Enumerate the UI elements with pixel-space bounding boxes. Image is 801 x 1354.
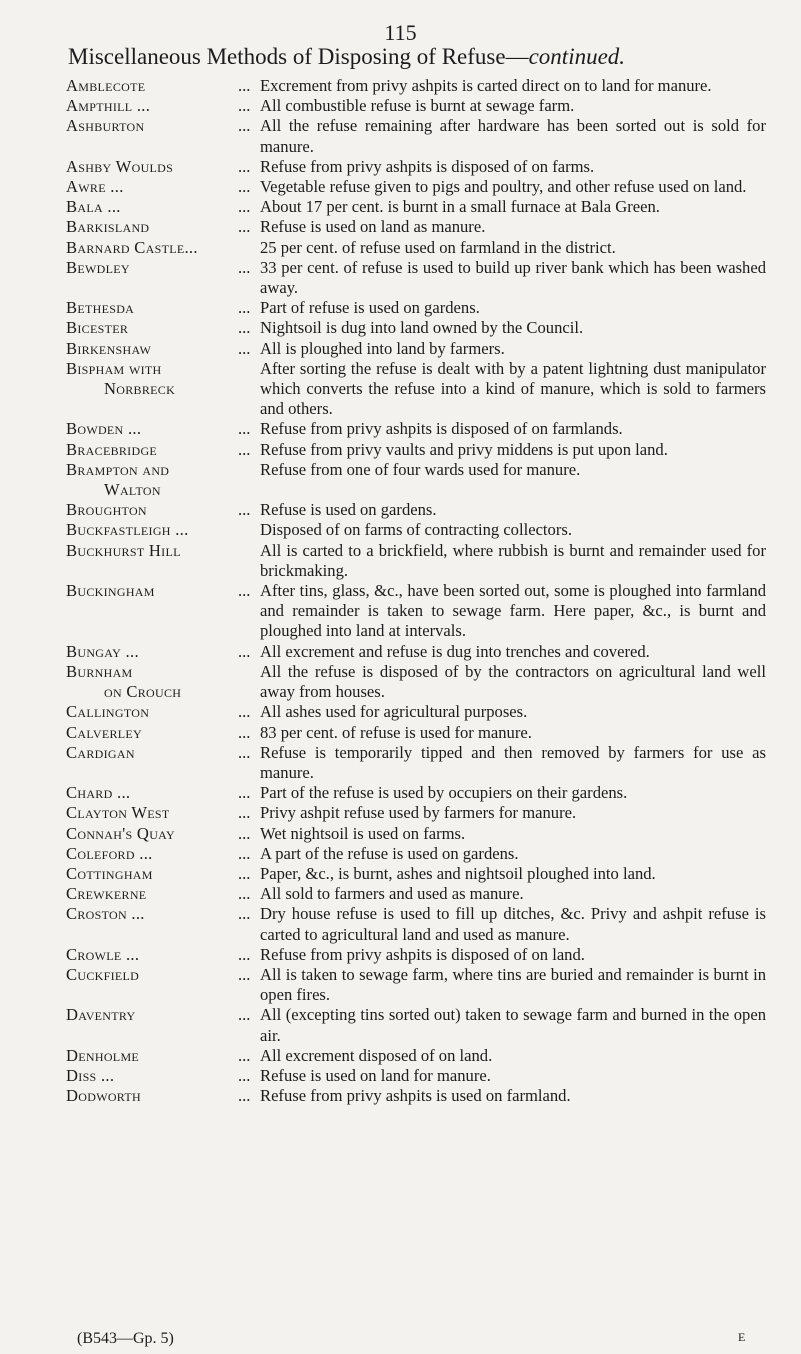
list-item bbox=[66, 500, 766, 520]
place-name-line: Calverley bbox=[66, 722, 142, 742]
leader-dots: ... bbox=[238, 1086, 251, 1106]
leader-dots: ... bbox=[238, 1005, 251, 1025]
entries-list bbox=[66, 76, 766, 1106]
leader-dots: ... bbox=[238, 581, 251, 601]
leader-dots: ... bbox=[238, 298, 251, 318]
place-name bbox=[66, 824, 238, 844]
place-name bbox=[66, 359, 238, 420]
disposal-method: A part of the refuse is used on gardens. bbox=[260, 843, 519, 863]
place-name bbox=[66, 723, 238, 743]
disposal-method: All combustible refuse is burnt at sewage farm. bbox=[260, 96, 575, 116]
disposal-method: Nightsoil is dug into land owned by the Council. bbox=[260, 318, 584, 338]
list-item bbox=[66, 743, 766, 783]
leader-dots bbox=[238, 520, 260, 540]
place-name bbox=[66, 702, 238, 722]
place-name-line: Bowden ... bbox=[66, 419, 142, 439]
list-item bbox=[66, 702, 766, 722]
leader-dots: ... bbox=[238, 702, 251, 722]
place-name bbox=[66, 116, 238, 156]
disposal-method: All sold to farmers and used as manure. bbox=[260, 884, 524, 904]
leader-dots bbox=[238, 541, 260, 581]
place-name bbox=[66, 96, 238, 116]
place-name-line: Bispham with bbox=[66, 358, 162, 378]
place-name-line: Ashby Woulds bbox=[66, 156, 174, 176]
place-name-line: Cottingham bbox=[66, 863, 153, 883]
place-name bbox=[66, 864, 238, 884]
list-item bbox=[66, 884, 766, 904]
disposal-method: Refuse from privy ashpits is disposed of on land. bbox=[260, 944, 585, 964]
place-name bbox=[66, 258, 238, 298]
place-name-line: Bicester bbox=[66, 318, 129, 338]
leader-dots: ... bbox=[238, 76, 251, 95]
disposal-method: All is taken to sewage farm, where tins are buried and remainder is burnt in open fires. bbox=[260, 964, 766, 1005]
leader-dots: ... bbox=[238, 964, 251, 984]
leader-dots: ... bbox=[238, 823, 251, 843]
disposal-method: Wet nightsoil is used on farms. bbox=[260, 823, 466, 843]
disposal-method: 83 per cent. of refuse is used for manure. bbox=[260, 722, 532, 742]
place-name bbox=[66, 460, 238, 500]
leader-dots: ... bbox=[238, 722, 251, 742]
list-item bbox=[66, 238, 766, 258]
disposal-method: Refuse from one of four wards used for manure. bbox=[260, 459, 581, 479]
place-name-line: Cuckfield bbox=[66, 964, 140, 984]
place-name bbox=[66, 662, 238, 702]
place-name-line: Buckhurst Hill bbox=[66, 540, 181, 560]
leader-dots: ... bbox=[238, 96, 251, 116]
place-name-continuation: Norbreck bbox=[104, 379, 176, 399]
place-name bbox=[66, 743, 238, 783]
disposal-method: All (excepting tins sorted out) taken to sewage farm and burned in the open air. bbox=[260, 1005, 766, 1045]
disposal-method: All the refuse is disposed of by the contractors on agricultural land well away from houses. bbox=[260, 661, 766, 702]
list-item bbox=[66, 803, 766, 823]
leader-dots: ... bbox=[238, 500, 251, 520]
list-item bbox=[66, 76, 766, 96]
place-name bbox=[66, 76, 238, 96]
disposal-method: After tins, glass, &c., have been sorted out, some is ploughed into farmland and remainder is taken to sewage farm. Here paper, &c., is burnt and ploughed into land at intervals. bbox=[260, 581, 766, 641]
list-item bbox=[66, 339, 766, 359]
leader-dots: ... bbox=[238, 641, 251, 661]
place-name-line: Denholme bbox=[66, 1045, 140, 1065]
leader-dots: ... bbox=[238, 884, 251, 904]
disposal-method: All excrement disposed of on land. bbox=[260, 1045, 493, 1065]
place-name-line: Ashburton bbox=[66, 116, 145, 136]
place-name bbox=[66, 1086, 238, 1106]
place-name-line: Broughton bbox=[66, 500, 147, 520]
leader-dots: ... bbox=[238, 197, 251, 217]
list-item bbox=[66, 460, 766, 500]
heading-continued: continued. bbox=[528, 44, 626, 69]
leader-dots: ... bbox=[238, 944, 251, 964]
list-item bbox=[66, 864, 766, 884]
leader-dots: ... bbox=[238, 338, 251, 358]
place-name-line: Buckfastleigh ... bbox=[66, 520, 189, 540]
place-name-line: Clayton West bbox=[66, 803, 170, 823]
place-name-line: Bala ... bbox=[66, 197, 121, 217]
leader-dots: ... bbox=[238, 116, 251, 136]
leader-dots bbox=[238, 460, 260, 500]
place-name bbox=[66, 318, 238, 338]
place-name-line: Daventry bbox=[66, 1005, 136, 1025]
place-name bbox=[66, 440, 238, 460]
leader-dots: ... bbox=[238, 318, 251, 338]
list-item bbox=[66, 965, 766, 1005]
disposal-method: Excrement from privy ashpits is carted direct on to land for manure. bbox=[260, 76, 712, 95]
place-name-line: Bungay ... bbox=[66, 641, 139, 661]
list-item bbox=[66, 520, 766, 540]
place-name bbox=[66, 803, 238, 823]
disposal-method: Disposed of on farms of contracting collectors. bbox=[260, 520, 572, 540]
list-item bbox=[66, 541, 766, 581]
place-name bbox=[66, 541, 238, 581]
disposal-method: Refuse from privy ashpits is used on farmland. bbox=[260, 1086, 571, 1106]
leader-dots: ... bbox=[238, 177, 251, 197]
list-item bbox=[66, 318, 766, 338]
place-name bbox=[66, 1005, 238, 1045]
list-item bbox=[66, 258, 766, 298]
place-name-line: Birkenshaw bbox=[66, 338, 152, 358]
list-item bbox=[66, 783, 766, 803]
place-name bbox=[66, 1066, 238, 1086]
list-item bbox=[66, 298, 766, 318]
place-name-line: Crowle ... bbox=[66, 944, 140, 964]
heading-main: Miscellaneous Methods of Disposing of Refuse— bbox=[68, 44, 529, 69]
place-name bbox=[66, 197, 238, 217]
place-name-line: Buckingham bbox=[66, 581, 155, 601]
disposal-method: All excrement and refuse is dug into trenches and covered. bbox=[260, 641, 650, 661]
place-name bbox=[66, 217, 238, 237]
list-item bbox=[66, 904, 766, 944]
list-item bbox=[66, 581, 766, 642]
place-name bbox=[66, 419, 238, 439]
place-name bbox=[66, 238, 238, 258]
place-name bbox=[66, 884, 238, 904]
leader-dots: ... bbox=[238, 843, 251, 863]
place-name-line: Callington bbox=[66, 702, 150, 722]
place-name-line: Ampthill ... bbox=[66, 96, 151, 116]
place-name-line: Chard ... bbox=[66, 783, 131, 803]
place-name-line: Burnham bbox=[66, 661, 133, 681]
leader-dots: ... bbox=[238, 1065, 251, 1085]
disposal-method: 25 per cent. of refuse used on farmland in the district. bbox=[260, 237, 616, 257]
leader-dots: ... bbox=[238, 742, 251, 762]
leader-dots: ... bbox=[238, 257, 251, 277]
footer-mark: E bbox=[738, 1330, 746, 1344]
place-name bbox=[66, 844, 238, 864]
disposal-method: 33 per cent. of refuse is used to build up river bank which has been washed away. bbox=[260, 257, 766, 298]
disposal-method: Refuse is temporarily tipped and then removed by farmers for use as manure. bbox=[260, 742, 766, 782]
place-name bbox=[66, 157, 238, 177]
list-item bbox=[66, 217, 766, 237]
list-item bbox=[66, 96, 766, 116]
disposal-method: Dry house refuse is used to fill up ditches, &c. Privy and ashpit refuse is carted to agricultural land and used as manure. bbox=[260, 904, 766, 944]
place-name-line: Amblecote bbox=[66, 76, 146, 95]
place-name-line: Barkisland bbox=[66, 217, 150, 237]
list-item bbox=[66, 844, 766, 864]
disposal-method: Part of the refuse is used by occupiers on their gardens. bbox=[260, 783, 628, 803]
disposal-method: After sorting the refuse is dealt with by a patent lightning dust manipulator which converts the refuse into a kind of manure, which is sold to farmers and others. bbox=[260, 358, 766, 419]
place-name bbox=[66, 965, 238, 1005]
place-name-line: Bewdley bbox=[66, 257, 130, 277]
place-name-continuation: on Crouch bbox=[104, 682, 182, 702]
leader-dots: ... bbox=[238, 803, 251, 823]
place-name bbox=[66, 298, 238, 318]
leader-dots: ... bbox=[238, 783, 251, 803]
place-name bbox=[66, 945, 238, 965]
place-name-continuation: Walton bbox=[104, 480, 161, 500]
list-item bbox=[66, 1086, 766, 1106]
place-name-line: Barnard Castle... bbox=[66, 237, 198, 257]
place-name-line: Diss ... bbox=[66, 1065, 115, 1085]
disposal-method: All ashes used for agricultural purposes. bbox=[260, 702, 528, 722]
disposal-method: Refuse is used on gardens. bbox=[260, 500, 437, 520]
disposal-method: Refuse is used on land for manure. bbox=[260, 1065, 491, 1085]
page-number: 115 bbox=[384, 20, 417, 45]
leader-dots: ... bbox=[238, 419, 251, 439]
leader-dots bbox=[238, 662, 260, 702]
list-item bbox=[66, 440, 766, 460]
leader-dots: ... bbox=[238, 439, 251, 459]
leader-dots: ... bbox=[238, 217, 251, 237]
disposal-method: Refuse from privy vaults and privy middens is put upon land. bbox=[260, 439, 668, 459]
list-item bbox=[66, 945, 766, 965]
leader-dots: ... bbox=[238, 156, 251, 176]
list-item bbox=[66, 824, 766, 844]
list-item bbox=[66, 1005, 766, 1045]
place-name bbox=[66, 904, 238, 944]
disposal-method: Refuse from privy ashpits is disposed of on farms. bbox=[260, 156, 595, 176]
list-item bbox=[66, 359, 766, 420]
disposal-method: About 17 per cent. is burnt in a small furnace at Bala Green. bbox=[260, 197, 660, 217]
place-name bbox=[66, 500, 238, 520]
disposal-method: Vegetable refuse given to pigs and poultry, and other refuse used on land. bbox=[260, 177, 747, 197]
place-name bbox=[66, 642, 238, 662]
list-item bbox=[66, 642, 766, 662]
place-name-line: Bethesda bbox=[66, 298, 135, 318]
list-item bbox=[66, 197, 766, 217]
place-name bbox=[66, 1046, 238, 1066]
disposal-method: Refuse is used on land as manure. bbox=[260, 217, 486, 237]
list-item bbox=[66, 419, 766, 439]
disposal-method: Paper, &c., is burnt, ashes and nightsoil ploughed into land. bbox=[260, 863, 656, 883]
place-name-line: Crewkerne bbox=[66, 884, 147, 904]
place-name-line: Connah's Quay bbox=[66, 823, 175, 843]
place-name-line: Cardigan bbox=[66, 742, 135, 762]
place-name bbox=[66, 783, 238, 803]
footer-signature: (B543—Gp. 5) bbox=[77, 1330, 174, 1347]
place-name-line: Bracebridge bbox=[66, 439, 158, 459]
place-name bbox=[66, 581, 238, 642]
disposal-method: All the refuse remaining after hardware has been sorted out is sold for manure. bbox=[260, 116, 766, 156]
disposal-method: All is carted to a brickfield, where rubbish is burnt and remainder used for brickmaking. bbox=[260, 540, 766, 580]
list-item bbox=[66, 662, 766, 702]
disposal-method: Part of refuse is used on gardens. bbox=[260, 298, 480, 318]
leader-dots: ... bbox=[238, 863, 251, 883]
place-name bbox=[66, 339, 238, 359]
leader-dots bbox=[238, 359, 260, 420]
leader-dots bbox=[238, 238, 260, 258]
list-item bbox=[66, 157, 766, 177]
disposal-method: Privy ashpit refuse used by farmers for manure. bbox=[260, 803, 577, 823]
place-name bbox=[66, 520, 238, 540]
list-item bbox=[66, 1046, 766, 1066]
disposal-method: Refuse from privy ashpits is disposed of on farmlands. bbox=[260, 419, 623, 439]
list-item bbox=[66, 177, 766, 197]
place-name-line: Awre ... bbox=[66, 177, 124, 197]
disposal-method: All is ploughed into land by farmers. bbox=[260, 338, 505, 358]
leader-dots: ... bbox=[238, 904, 251, 924]
place-name-line: Coleford ... bbox=[66, 843, 153, 863]
list-item bbox=[66, 723, 766, 743]
list-item bbox=[66, 1066, 766, 1086]
page-heading bbox=[68, 44, 625, 70]
leader-dots: ... bbox=[238, 1045, 251, 1065]
place-name bbox=[66, 177, 238, 197]
place-name-line: Dodworth bbox=[66, 1086, 141, 1106]
place-name-line: Croston ... bbox=[66, 904, 145, 924]
list-item bbox=[66, 116, 766, 156]
place-name-line: Brampton and bbox=[66, 459, 170, 479]
